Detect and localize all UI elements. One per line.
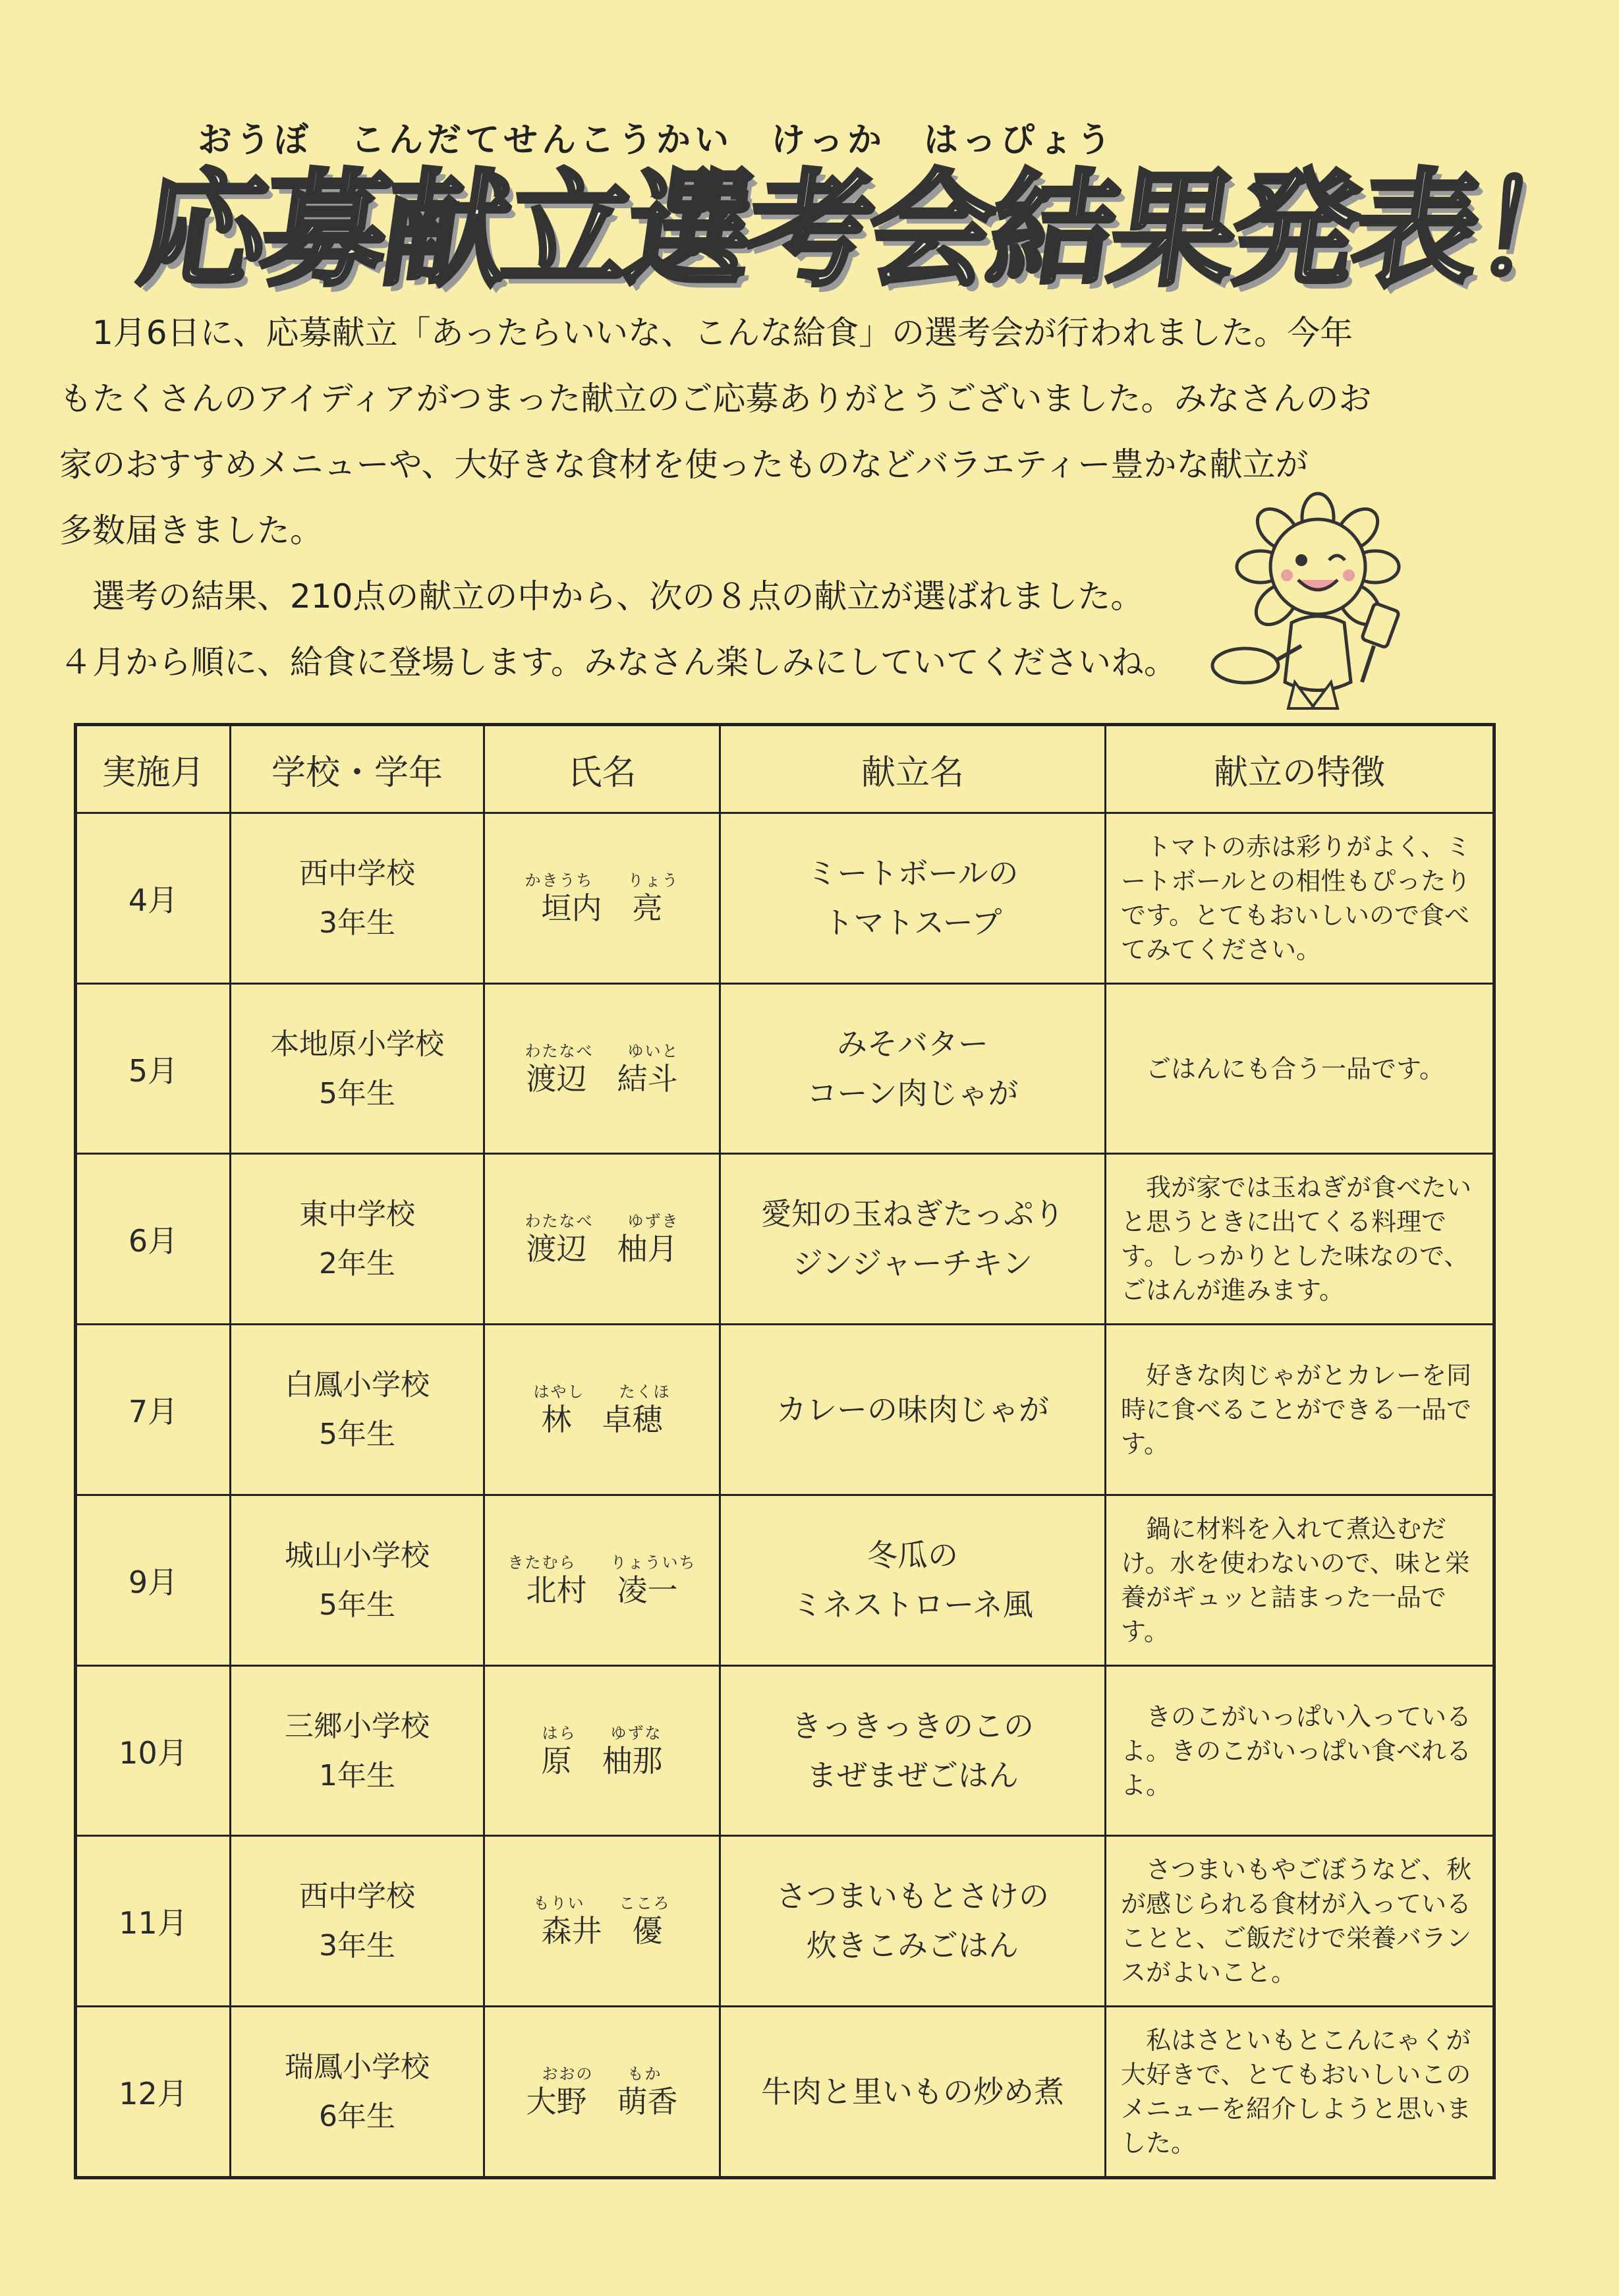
header-name: 氏名	[484, 725, 720, 813]
header-month: 実施月	[76, 725, 231, 813]
student-name: 垣内 亮	[541, 890, 663, 926]
school-name: 東中学校	[299, 1197, 415, 1232]
school-cell	[231, 1495, 484, 1665]
name-cell	[484, 1154, 720, 1325]
name-cell	[484, 1836, 720, 2007]
student-name: 渡辺 柚月	[526, 1231, 678, 1267]
name-ruby: きたむら りょういち	[507, 1553, 696, 1572]
student-name: 原 柚那	[541, 1742, 663, 1779]
name-ruby: わたなべ ゆずき	[525, 1212, 679, 1231]
dish-line: 炊きこみごはん	[807, 1928, 1019, 1964]
name-ruby: もりい こころ	[533, 1894, 671, 1913]
student-name: 渡辺 結斗	[526, 1060, 678, 1097]
dish-line: ミートボールの	[807, 855, 1019, 891]
month-cell: 9月	[76, 1495, 231, 1665]
table-row	[76, 983, 1494, 1154]
name-cell	[484, 813, 720, 984]
dish-line: きっきっきのこの	[791, 1708, 1034, 1744]
dish-line: みそバター	[837, 1025, 988, 1062]
school-cell	[231, 983, 484, 1154]
intro-text	[59, 300, 1390, 695]
sunflower-mascot-icon	[1209, 491, 1427, 718]
month-cell: 7月	[76, 1325, 231, 1495]
month-cell: 6月	[76, 1154, 231, 1325]
month-cell: 12月	[76, 2007, 231, 2178]
name-ruby: かきうち りょう	[525, 871, 679, 890]
dish-cell	[720, 1325, 1106, 1495]
feature-cell: 我が家では玉ねぎが食べたいと思うときに出てくる料理です。しっかりとした味なので、ごはんが進みます。	[1106, 1154, 1494, 1325]
table-row	[76, 1665, 1494, 1836]
school-name: 三郷小学校	[285, 1709, 430, 1743]
table-row	[76, 1154, 1494, 1325]
table-header-row	[76, 725, 1494, 813]
menu-table	[74, 723, 1496, 2179]
dish-line: トマトスープ	[823, 904, 1002, 940]
school-cell	[231, 1154, 484, 1325]
month-cell: 4月	[76, 813, 231, 984]
intro-line: 家のおすすめメニューや、大好きな食材を使ったものなどバラエティー豊かな献立が	[59, 445, 1309, 484]
intro-line: もたくさんのアイディアがつまった献立のご応募ありがとうございました。みなさんのお	[59, 380, 1372, 418]
school-name: 白鳳小学校	[285, 1368, 430, 1402]
school-cell	[231, 2007, 484, 2178]
student-name: 林 卓穂	[541, 1402, 663, 1438]
table-row	[76, 1836, 1494, 2007]
header-school: 学校・学年	[231, 725, 484, 813]
school-name: 本地原小学校	[270, 1027, 444, 1061]
feature-cell: 私はさといもとこんにゃくが大好きで、とてもおいしいこのメニューを紹介しようと思いました。	[1106, 2007, 1494, 2178]
intro-line: 1月6日に、応募献立「あったらいいな、こんな給食」の選考会が行われました。今年	[59, 314, 1353, 352]
feature-cell: 鍋に材料を入れて煮込むだけ。水を使わないので、味と栄養がギュッと詰まった一品です。	[1106, 1495, 1494, 1665]
intro-line: ４月から順に、給食に登場します。みなさん楽しみにしていてくださいね。	[59, 643, 1177, 681]
dish-line: ジンジャーチキン	[792, 1246, 1033, 1282]
dish-cell	[720, 983, 1106, 1154]
dish-line: まぜまぜごはん	[807, 1757, 1019, 1793]
feature-cell: さつまいもやごぼうなど、秋が感じられる食材が入っていることと、ご飯だけで栄養バランスがよいこと。	[1106, 1836, 1494, 2007]
grade: 5年生	[319, 1418, 395, 1452]
school-cell	[231, 813, 484, 984]
school-name: 西中学校	[299, 1880, 415, 1914]
dish-line: 牛肉と里いもの炒め煮	[761, 2073, 1064, 2109]
name-ruby: わたなべ ゆいと	[525, 1041, 679, 1060]
dish-cell	[720, 1836, 1106, 2007]
school-cell	[231, 1836, 484, 2007]
grade: 5年生	[319, 1588, 395, 1622]
name-cell	[484, 1665, 720, 1836]
table-row	[76, 813, 1494, 984]
student-name: 大野 萌香	[526, 2084, 678, 2120]
name-cell	[484, 983, 720, 1154]
header-dish: 献立名	[720, 725, 1106, 813]
name-cell	[484, 1325, 720, 1495]
grade: 1年生	[319, 1758, 395, 1793]
title-ruby: おうぼ こんだてせんこうかい けっか はっぴょう	[198, 121, 1116, 160]
page-title: 応募献立選考会結果発表！	[131, 158, 1607, 303]
table-row	[76, 1495, 1494, 1665]
grade: 2年生	[319, 1247, 395, 1281]
table-row	[76, 1325, 1494, 1495]
month-cell: 10月	[76, 1665, 231, 1836]
dish-cell	[720, 1495, 1106, 1665]
dish-cell	[720, 1154, 1106, 1325]
name-cell	[484, 2007, 720, 2178]
dish-line: ミネストローネ風	[792, 1586, 1033, 1622]
feature-cell: ごはんにも合う一品です。	[1106, 983, 1494, 1154]
month-cell: 11月	[76, 1836, 231, 2007]
school-name: 瑞鳳小学校	[285, 2050, 430, 2084]
student-name: 北村 凌一	[526, 1572, 678, 1608]
dish-line: さつまいもとさけの	[776, 1878, 1049, 1914]
grade: 3年生	[319, 1929, 395, 1963]
name-ruby: はら ゆずな	[542, 1723, 662, 1742]
dish-line: カレーの味肉じゃが	[776, 1391, 1049, 1427]
month-cell: 5月	[76, 983, 231, 1154]
feature-cell: トマトの赤は彩りがよく、ミートボールとの相性もぴったりです。とてもおいしいので食べてみてください。	[1106, 813, 1494, 984]
dish-cell	[720, 1665, 1106, 1836]
name-ruby: おおの もか	[542, 2065, 662, 2084]
school-name: 城山小学校	[285, 1538, 430, 1572]
intro-line: 多数届きました。	[59, 511, 323, 550]
grade: 3年生	[319, 905, 395, 940]
dish-cell	[720, 2007, 1106, 2178]
header-feature: 献立の特徴	[1106, 725, 1494, 813]
name-cell	[484, 1495, 720, 1665]
dish-line: 冬瓜の	[867, 1537, 958, 1573]
name-ruby: はやし たくほ	[533, 1383, 671, 1402]
intro-line: 選考の結果、210点の献立の中から、次の８点の献立が選ばれました。	[59, 577, 1144, 616]
grade: 5年生	[319, 1076, 395, 1110]
table-row	[76, 2007, 1494, 2178]
school-cell	[231, 1325, 484, 1495]
school-cell	[231, 1665, 484, 1836]
dish-line: 愛知の玉ねぎたっぷり	[761, 1196, 1064, 1232]
feature-cell: 好きな肉じゃがとカレーを同時に食べることができる一品です。	[1106, 1325, 1494, 1495]
dish-line: コーン肉じゃが	[807, 1075, 1019, 1111]
dish-cell	[720, 813, 1106, 984]
student-name: 森井 優	[541, 1913, 663, 1949]
feature-cell: きのこがいっぱい入っているよ。きのこがいっぱい食べれるよ。	[1106, 1665, 1494, 1836]
school-name: 西中学校	[299, 856, 415, 890]
grade: 6年生	[319, 2100, 395, 2134]
